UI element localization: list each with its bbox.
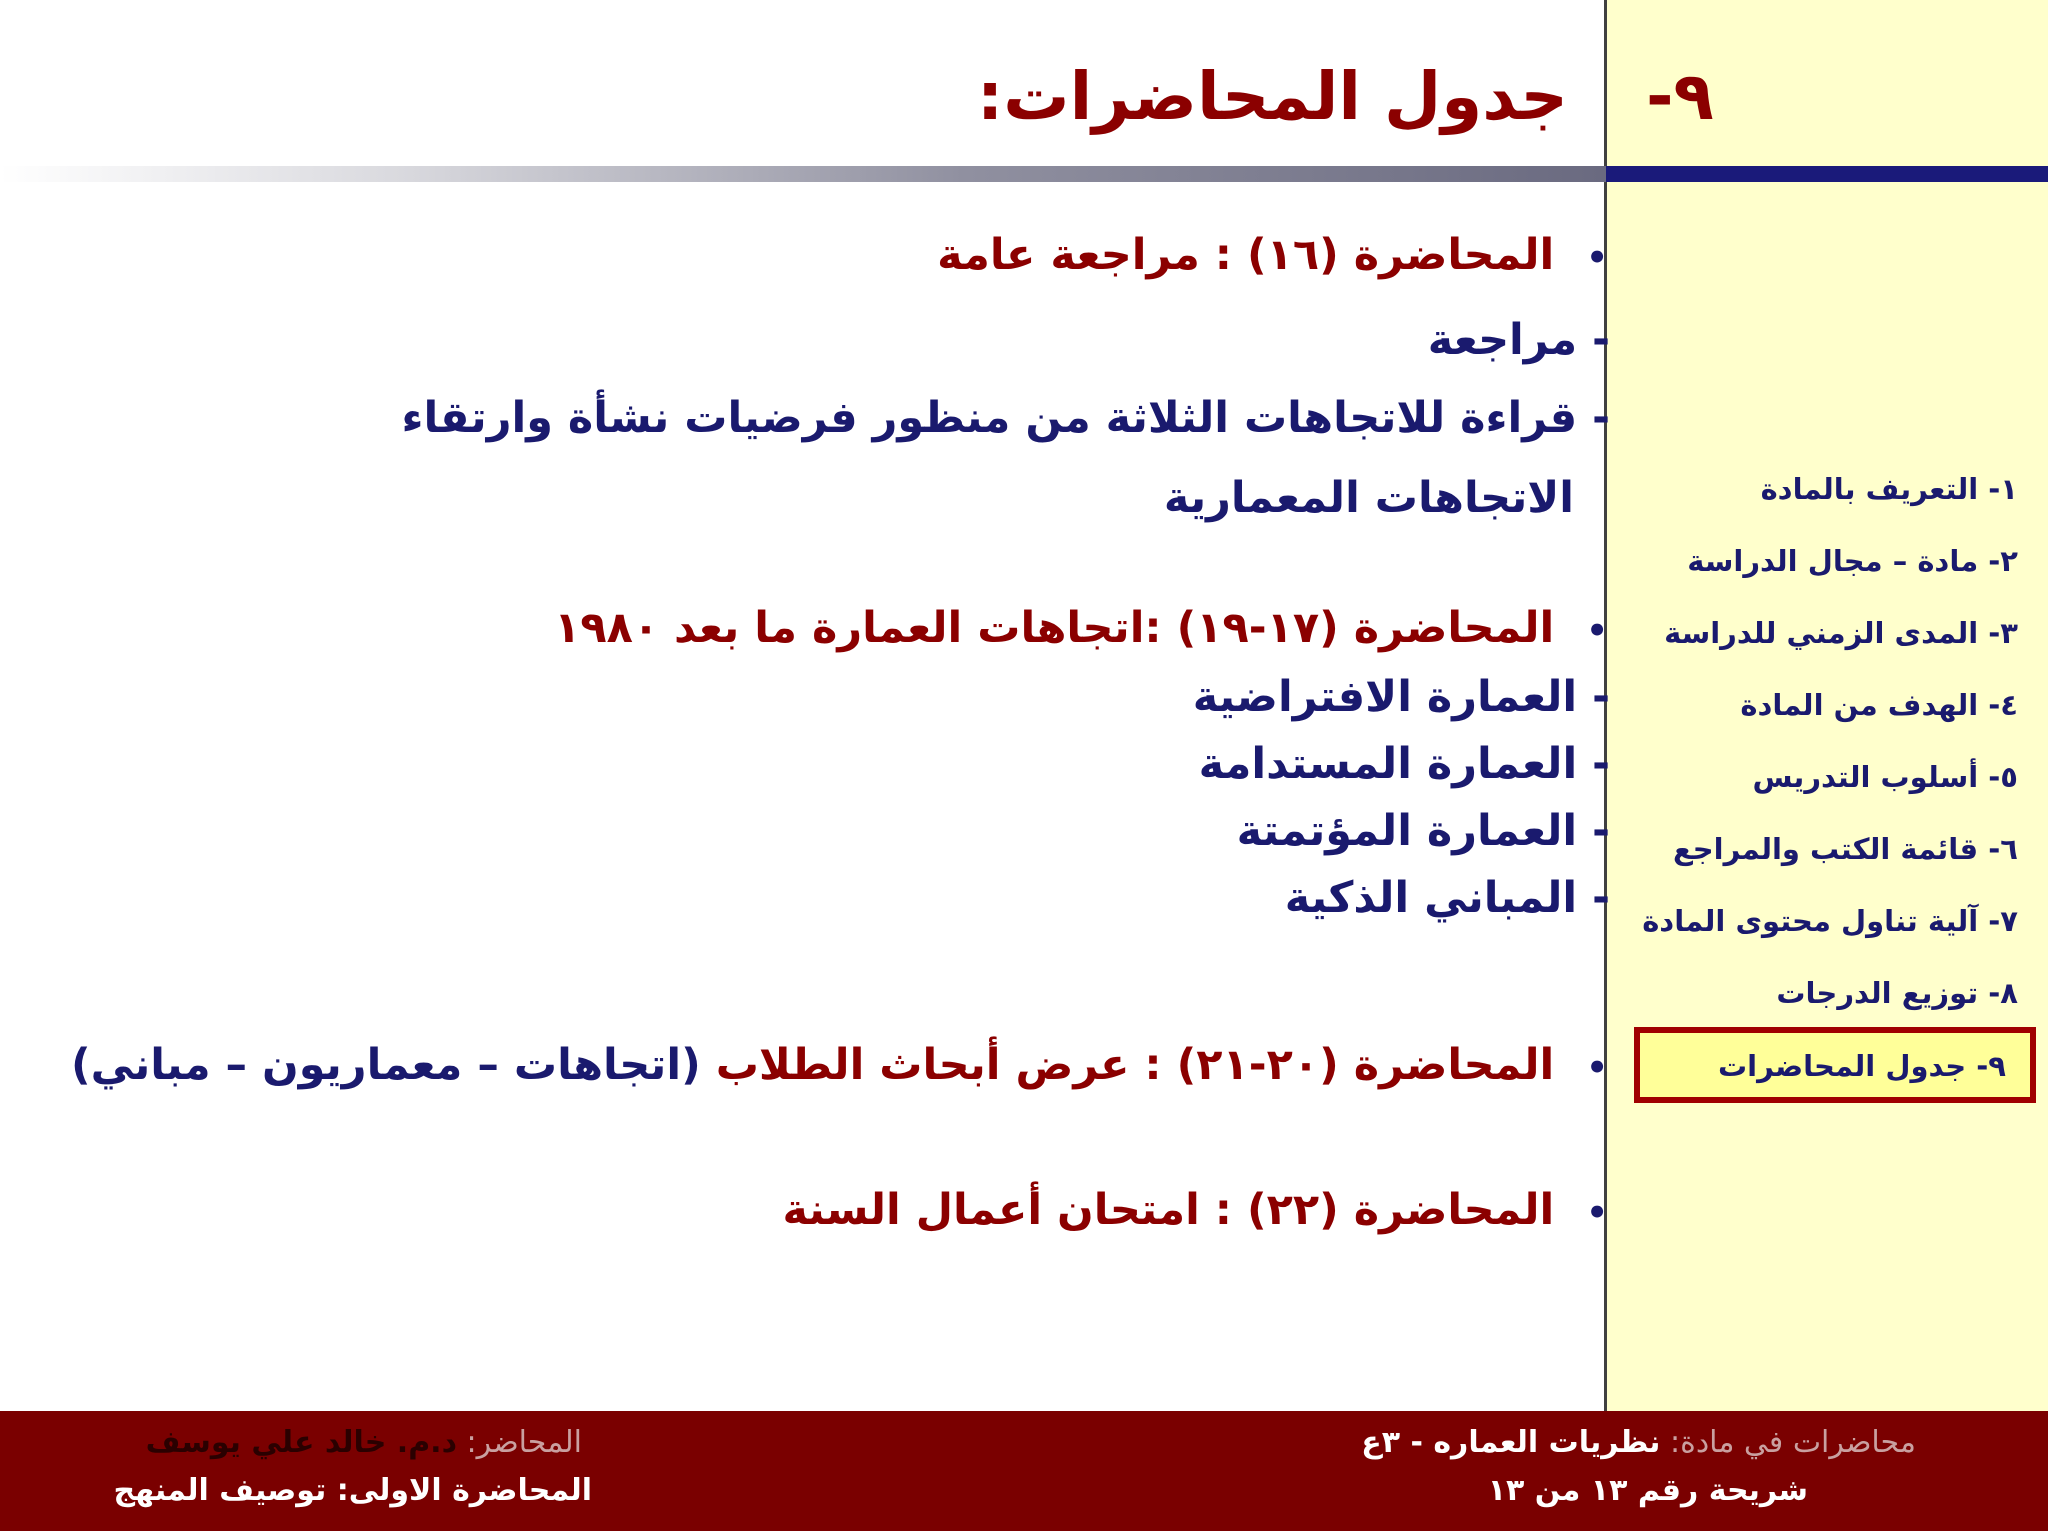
slide-title: جدول المحاضرات: xyxy=(976,58,1568,135)
lecture-17-19-sub-3: - العمارة المؤتمتة xyxy=(1236,806,1610,856)
bullet-icon: • xyxy=(1586,237,1608,278)
nav-item-9-active[interactable] xyxy=(1634,1027,2036,1103)
nav-item-8[interactable]: ٨- توزيع الدرجات xyxy=(1776,976,2018,1010)
lecture-16-sub-1: - مراجعة xyxy=(1427,315,1610,365)
bullet-icon: • xyxy=(1586,1047,1608,1088)
nav-item-6[interactable]: ٦- قائمة الكتب والمراجع xyxy=(1672,832,2018,866)
nav-item-5[interactable]: ٥- أسلوب التدريس xyxy=(1752,760,2018,794)
lecture-16-sub-3: الاتجاهات المعمارية xyxy=(1163,473,1574,523)
footer-slide-number: شريحة رقم ١٣ من ١٣ xyxy=(1487,1473,1808,1508)
nav-item-3[interactable]: ٣- المدى الزمني للدراسة xyxy=(1664,616,2018,650)
footer-bar xyxy=(0,1411,2048,1531)
lecture-22-heading: •المحاضرة (٢٢) : امتحان أعمال السنة xyxy=(782,1185,1608,1235)
bullet-icon: • xyxy=(1586,610,1608,651)
lecture-17-19-sub-4: - المباني الذكية xyxy=(1284,873,1610,923)
lecture-16-sub-2: - قراءة للاتجاهات الثلاثة من منظور فرضيات نشأة وارتقاء xyxy=(401,393,1610,443)
footer-lecture-title: المحاضرة الاولى: توصيف المنهج xyxy=(113,1473,592,1508)
nav-item-2[interactable]: ٢- مادة – مجال الدراسة xyxy=(1687,544,2018,578)
lecture-20-21-heading: •المحاضرة (٢٠-٢١) : عرض أبحاث الطلاب (اتجاهات – معماريون – مباني) xyxy=(70,1040,1608,1090)
nav-item-4[interactable]: ٤- الهدف من المادة xyxy=(1740,688,2018,722)
nav-item-1[interactable]: ١- التعريف بالمادة xyxy=(1760,472,2018,506)
nav-item-7[interactable]: ٧- آلية تناول محتوى المادة xyxy=(1642,904,2018,938)
lecture-17-19-heading: •المحاضرة (١٧-١٩) :اتجاهات العمارة ما بعد ١٩٨٠ xyxy=(554,603,1608,653)
footer-course: محاضرات في مادة: نظريات العماره - ٣ع xyxy=(1361,1425,1916,1460)
lecture-17-19-sub-2: - العمارة المستدامة xyxy=(1198,739,1610,789)
nav-item-9-label: ٩- جدول المحاضرات xyxy=(1718,1049,2006,1083)
lecture-16-heading: •المحاضرة (١٦) : مراجعة عامة xyxy=(937,230,1608,280)
bullet-icon: • xyxy=(1586,1192,1608,1233)
footer-lecturer: المحاضر: د.م. خالد علي يوسف xyxy=(145,1425,582,1460)
section-number: -٩ xyxy=(1646,58,1714,135)
lecture-17-19-sub-1: - العمارة الافتراضية xyxy=(1192,672,1610,722)
